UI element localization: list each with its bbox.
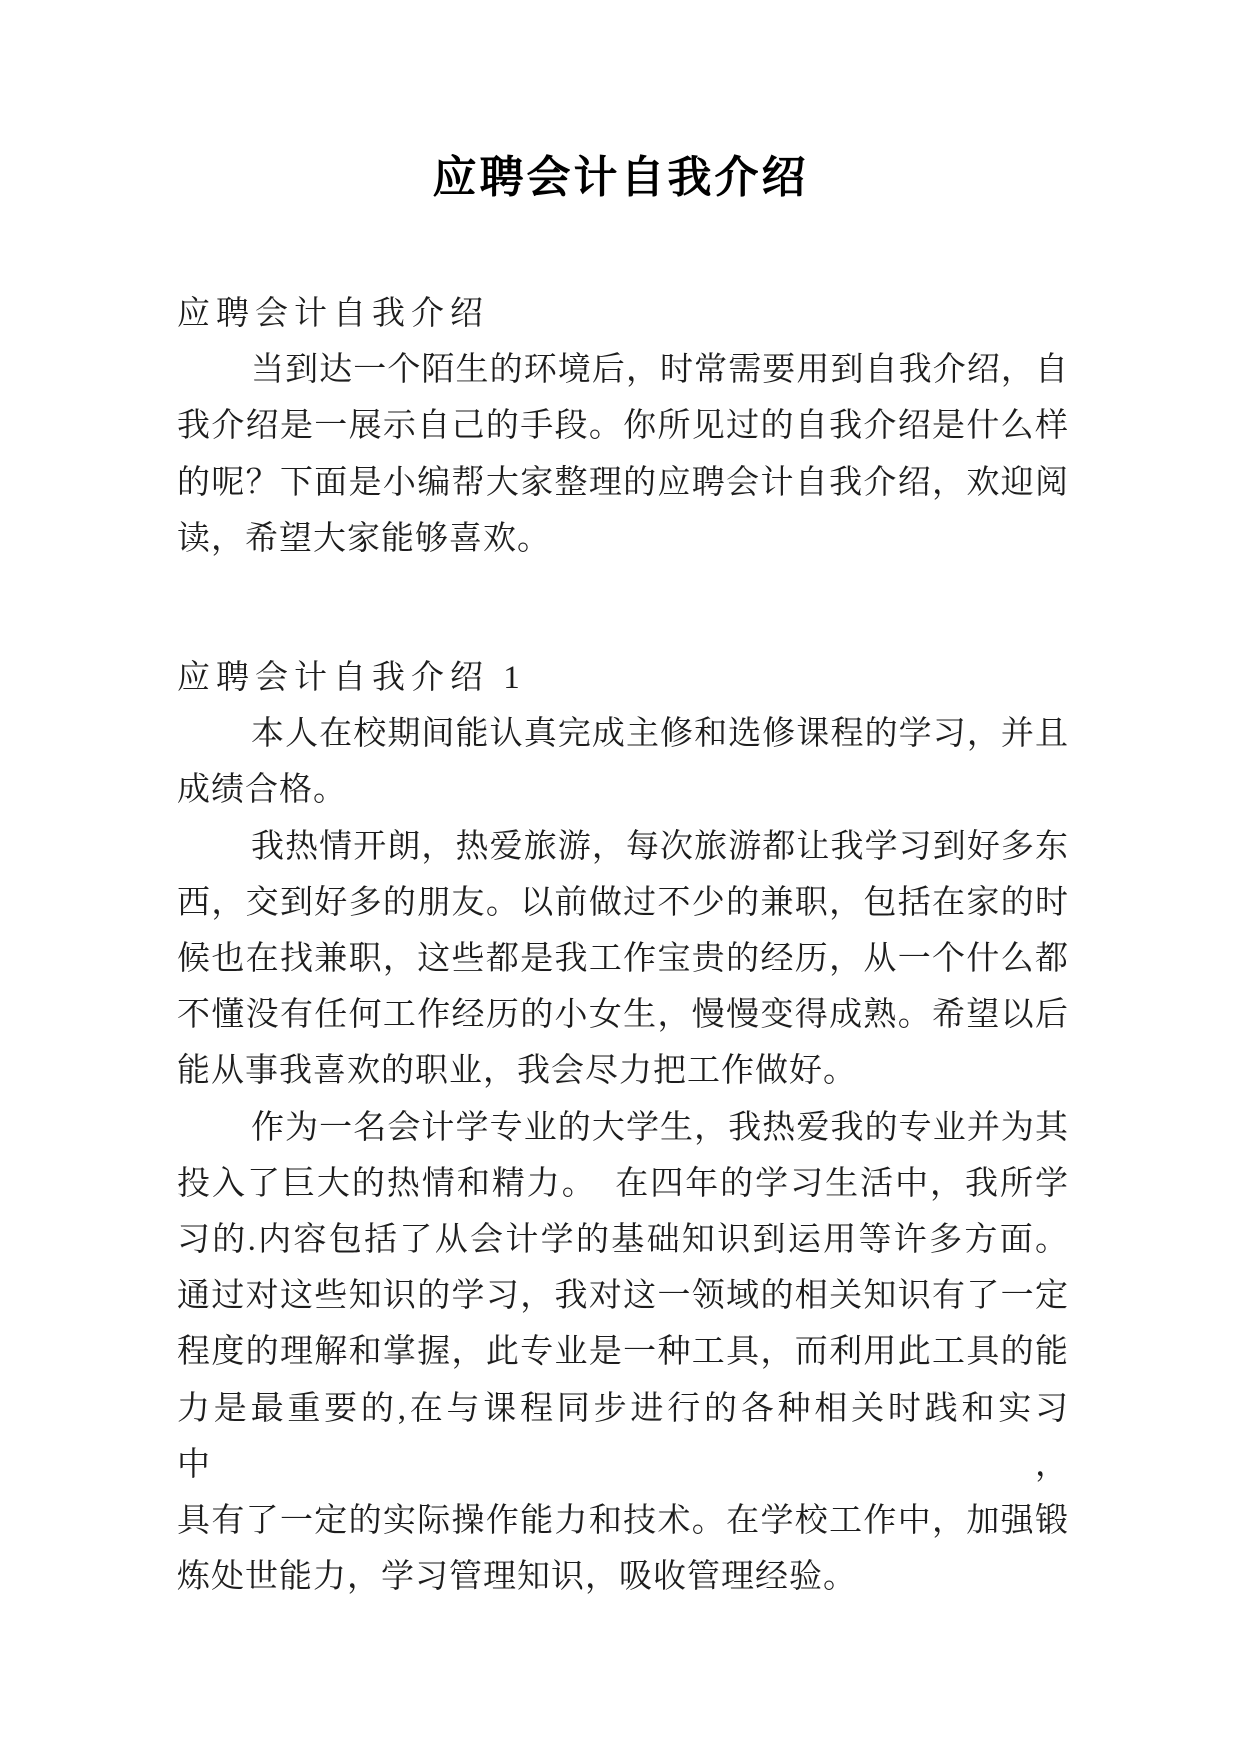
text-line: 不懂没有任何工作经历的小女生，慢慢变得成熟。希望以后 — [177, 997, 1069, 1034]
section-heading-1 — [177, 650, 1069, 706]
text-line: 成绩合格。 — [177, 772, 347, 809]
text-line: 作为一名会计学专业的大学生，我热爱我的专业并为其 — [251, 1109, 1069, 1146]
text-line: 的呢？下面是小编帮大家整理的应聘会计自我介绍，欢迎阅 — [177, 464, 1069, 501]
text-line: 程度的理解和掌握，此专业是一种工具，而利用此工具的能 — [177, 1334, 1069, 1371]
text-line: 我介绍是一展示自己的手段。你所见过的自我介绍是什么样 — [177, 408, 1069, 445]
paragraph — [177, 706, 1069, 818]
document-title: 应聘会计自我介绍 — [432, 153, 809, 202]
text-line: 本人在校期间能认真完成主修和选修课程的学习，并且 — [251, 716, 1069, 753]
text-line: 投入了巨大的热情和精力。 在四年的学习生活中，我所学 — [177, 1165, 1069, 1202]
text-line: 读，希望大家能够喜欢。 — [177, 520, 551, 557]
text-line: 通过对这些知识的学习，我对这一领域的相关知识有了一定 — [177, 1278, 1069, 1315]
text-line: 炼处世能力，学习管理知识，吸收管理经验。 — [177, 1559, 857, 1596]
paragraph — [177, 819, 1069, 1100]
doc-subtitle-heading — [177, 286, 1069, 342]
text-line: 具有了一定的实际操作能力和技术。在学校工作中，加强锻 — [177, 1503, 1069, 1540]
text-line: 应聘会计自我介绍 — [177, 296, 489, 332]
text-line: 习的.内容包括了从会计学的基础知识到运用等许多方面。 — [177, 1222, 1069, 1259]
paragraph — [177, 1100, 1069, 1606]
intro-paragraph — [177, 342, 1069, 567]
text-line: 当到达一个陌生的环境后，时常需要用到自我介绍，自 — [251, 352, 1069, 389]
text-line: 候也在找兼职，这些都是我工作宝贵的经历，从一个什么都 — [177, 941, 1069, 978]
text-line: 能从事我喜欢的职业，我会尽力把工作做好。 — [177, 1053, 857, 1090]
document-body — [177, 286, 1069, 1605]
text-line: 我热情开朗，热爱旅游，每次旅游都让我学习到好多东 — [251, 828, 1069, 865]
text-line: 力是最重要的,在与课程同步进行的各种相关时践和实习中， — [177, 1390, 1069, 1483]
text-line: 西，交到好多的朋友。以前做过不少的兼职，包括在家的时 — [177, 884, 1069, 921]
text-line: 应聘会计自我介绍 1 — [177, 660, 526, 697]
